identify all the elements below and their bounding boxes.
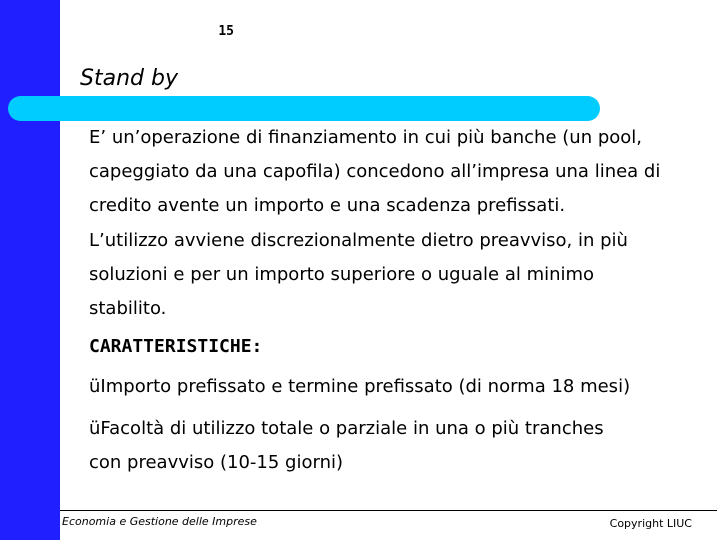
- left-sidebar-bar: [0, 0, 60, 540]
- body-line: credito avente un importo e una scadenza prefissati.: [89, 195, 566, 217]
- body-paragraph: [89, 121, 714, 326]
- body-line: stabilito.: [89, 298, 167, 320]
- footer-divider: [60, 510, 717, 511]
- body-line: capeggiato da una capofila) concedono all’impresa una linea di: [89, 161, 661, 183]
- checkmark-icon: ü: [89, 376, 101, 397]
- slide-title: Stand by: [80, 66, 178, 91]
- footer-copyright: Copyright LIUC: [609, 517, 692, 530]
- body-line: L’utilizzo avviene discrezionalmente dietro preavviso, in più: [89, 229, 628, 251]
- feature-text: Importo prefissato e termine prefissato (di norma 18 mesi): [100, 376, 631, 397]
- body-line: soluzioni e per un importo superiore o uguale al minimo: [89, 263, 595, 285]
- footer-course-title: Economia e Gestione delle Imprese: [62, 515, 257, 528]
- feature-item-2-continuation: con preavviso (10-15 giorni): [89, 452, 343, 473]
- feature-text: Facoltà di utilizzo totale o parziale in una o più tranches: [100, 418, 604, 439]
- features-heading: CARATTERISTICHE:: [89, 336, 263, 357]
- body-line: E’ un’operazione di finanziamento in cui più banche (un pool,: [89, 127, 642, 148]
- feature-item-1: [89, 376, 630, 397]
- title-underline-bar: [8, 96, 600, 121]
- page-number-box: [60, 0, 252, 60]
- page-number: 15: [218, 24, 234, 39]
- feature-item-2: [89, 418, 604, 439]
- checkmark-icon: ü: [89, 418, 101, 439]
